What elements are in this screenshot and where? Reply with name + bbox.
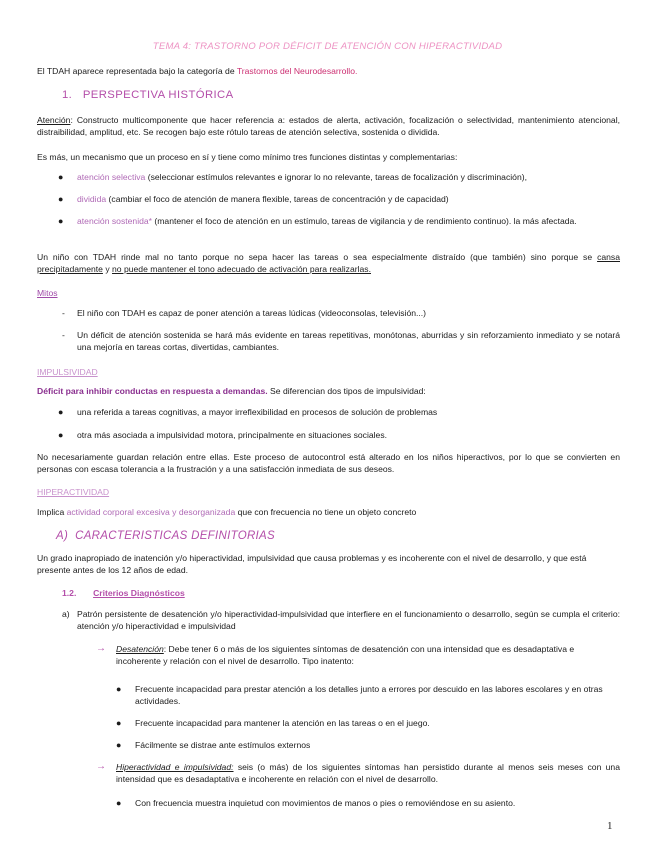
document-title: TEMA 4: TRASTORNO POR DÉFICIT DE ATENCIÓN CON HIPERACTIVIDAD — [152, 41, 503, 52]
intro-highlight: Trastornos del Neurodesarrollo. — [236, 66, 358, 76]
impulsividad-after: No necesariamente guardan relación entre ellas. Este proceso de autocontrol está alterado en los niños hiperactivos, por lo que se convierten en personas con escasa tolerancia a la frustración y a una satisfacción inmediata de sus deseos. — [37, 452, 620, 475]
list-letter: a) — [62, 609, 70, 619]
bullet-icon: ● — [58, 407, 64, 417]
desatencion-item: Fácilmente se distrae ante estímulos externos — [135, 740, 311, 750]
atencion-term: Atención — [37, 115, 71, 125]
mito-item: Un déficit de atención sostenida se hará más evidente en tareas repetitivas, monótonas, aburridas y sin reforzamiento inmediato y se notará una mejoría en tareas cortas, divertidas, cambiantes. — [77, 330, 620, 353]
bullet-icon: ● — [58, 194, 64, 204]
desatencion-item: Frecuente incapacidad para prestar atención a los detalles junto a errores por descuido en las labores escolares y en otras actividades. — [135, 684, 603, 707]
impulsividad-item: una referida a tareas cognitivas, a mayor irreflexibilidad en procesos de solución de problemas — [77, 407, 438, 417]
mitos-heading: Mitos — [37, 288, 58, 298]
nino-paragraph: Un niño con TDAH rinde mal no tanto porque no sepa hacer las tareas o sea especialmente distraído (que también) sino porque se cansa precipitadamente y no puede mantener el tono adecuado de activación para realizarlas. — [37, 252, 620, 275]
dash-marker: - — [62, 308, 65, 318]
impulsividad-heading: IMPULSIVIDAD — [37, 367, 98, 377]
funcion-item: dividida (cambiar el foco de atención de manera flexible, tareas de concentración y de capacidad) — [77, 194, 449, 204]
bullet-icon: ● — [116, 740, 122, 750]
hiperactividad-heading: HIPERACTIVIDAD — [37, 487, 110, 497]
arrow-right-icon: → — [96, 761, 106, 772]
hiperactividad-paragraph: Implica actividad corporal excesiva y desorganizada que con frecuencia no tiene un objeto concreto — [37, 507, 417, 517]
page-number: 1 — [607, 820, 613, 832]
intro-paragraph: El TDAH aparece representada bajo la categoría de Trastornos del Neurodesarrollo. — [37, 66, 358, 76]
criterios-heading: 1.2. Criterios Diagnósticos — [62, 588, 185, 598]
atencion-paragraph: Atención: Constructo multicomponente que hacer referencia a: estados de alerta, activación, focalización o selectividad, mantenimiento atencional, distraibilidad, amplitud, etc. Se recogen bajo este rótulo tareas de atención selectiva, sostenida o dividida. — [37, 115, 620, 138]
hiperimp-paragraph: Hiperactividad e impulsividad: seis (o más) de los siguientes síntomas han persistido durante al menos seis meses con una intensidad que es desadaptativa e incoherente en relación con el nivel de desarrollo. — [116, 762, 620, 785]
arrow-right-icon: → — [96, 643, 106, 654]
mecanismo-paragraph: Es más, un mecanismo que un proceso en sí y tiene como mínimo tres funciones distintas y complementarias: — [37, 152, 458, 162]
section-a-heading: A) CARACTERISTICAS DEFINITORIAS — [56, 530, 275, 542]
bullet-icon: ● — [58, 216, 64, 226]
impulsividad-item: otra más asociada a impulsividad motora, principalmente en situaciones sociales. — [77, 430, 388, 440]
funcion-item: atención selectiva (seleccionar estímulos relevantes e ignorar lo no relevante, tareas de focalización y discriminación), — [77, 172, 527, 182]
desatencion-item: Frecuente incapacidad para mantener la atención en las tareas o en el juego. — [135, 718, 430, 728]
bullet-icon: ● — [58, 172, 64, 182]
bullet-icon: ● — [116, 718, 122, 728]
mito-item: El niño con TDAH es capaz de poner atención a tareas lúdicas (videoconsolas, televisión...) — [77, 308, 427, 318]
impulsividad-lead: Déficit para inhibir conductas en respuesta a demandas. Se diferencian dos tipos de impulsividad: — [37, 386, 426, 396]
patron-paragraph: Patrón persistente de desatención y/o hiperactividad-impulsividad que interfiere en el funcionamiento o desarrollo, según se cumpla el criterio: atención y/o hiperactividad e impulsividad — [77, 609, 620, 632]
bullet-icon: ● — [116, 798, 122, 808]
grado-paragraph: Un grado inapropiado de inatención y/o hiperactividad, impulsividad que causa problemas y es incoherente con el nivel de desarrollo, y que está presente antes de los 12 años de edad. — [37, 553, 587, 576]
desatencion-paragraph: Desatención: Debe tener 6 o más de los siguientes síntomas de desatención con una intensidad que es desadaptativa e incoherente y relación con el nivel de desarrollo. Tipo inatento: — [116, 644, 575, 667]
bullet-icon: ● — [116, 684, 122, 694]
bullet-icon: ● — [58, 430, 64, 440]
funcion-item: atención sostenida* (mantener el foco de atención en un estímulo, tareas de vigilancia y de rendimiento continuo). la más afectada. — [77, 216, 577, 226]
section-1-heading: 1. PERSPECTIVA HISTÓRICA — [62, 89, 234, 101]
dash-marker: - — [62, 330, 65, 340]
hiperimp-item: Con frecuencia muestra inquietud con movimientos de manos o pies o removiéndose en su asiento. — [135, 798, 516, 808]
